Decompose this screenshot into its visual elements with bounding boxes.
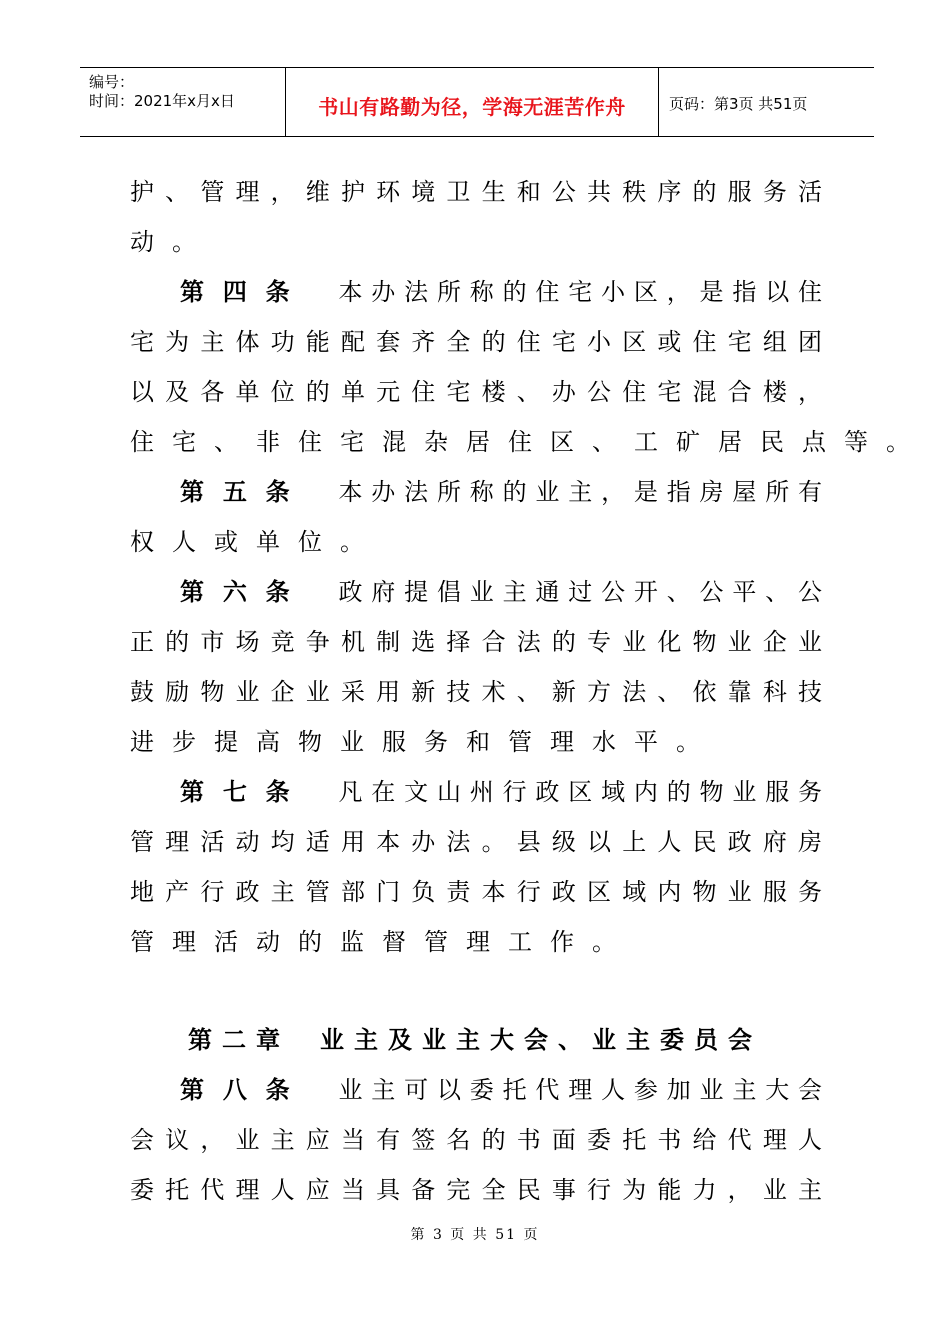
article-title: 第六条 [180,577,309,606]
article-4 [130,267,822,317]
text-line: 以及各单位的单元住宅楼、办公住宅混合楼， [130,378,822,406]
page-footer: 第 3 页 共 51 页 [410,1227,540,1243]
text-line: 地产行政主管部门负责本行政区域内物业服务 [130,878,822,906]
article-title: 第七条 [180,777,309,806]
article-5 [130,467,822,517]
article-6 [130,567,822,617]
document-time-label: 时间：2021年x月x日 [89,92,235,110]
text-line: 进步提高物业服务和管理水平。 [130,728,718,756]
text-line: 鼓励物业企业采用新技术、新方法、依靠科技 [130,678,822,706]
text-line: 权人或单位。 [130,528,382,556]
article-text: 本办法所称的住宅小区，是指以住 [338,278,823,306]
text-line: 宅为主体功能配套齐全的住宅小区或住宅组团 [130,328,822,356]
article-7 [130,767,822,817]
article-title: 第八条 [180,1075,309,1104]
header-page-info: 页码：第3页 共51页 [669,95,808,113]
article-text: 本办法所称的业主，是指房屋所有 [338,478,823,506]
text-line: 护、管理，维护环境卫生和公共秩序的服务活 [130,178,822,206]
article-text: 政府提倡业主通过公开、公平、公 [338,578,823,606]
article-text: 业主可以委托代理人参加业主大会 [338,1076,823,1104]
text-line: 住宅、非住宅混杂居住区、工矿居民点等。 [130,428,928,456]
chapter-number: 第二章 [188,1025,290,1054]
text-line: 会议，业主应当有签名的书面委托书给代理人 [130,1126,822,1154]
chapter-heading [188,1015,762,1065]
page-header [80,67,874,137]
article-text: 凡在文山州行政区域内的物业服务 [338,778,823,806]
header-meta-cell [80,68,286,136]
article-title: 第五条 [180,477,309,506]
article-title: 第四条 [180,277,309,306]
article-8 [130,1065,822,1115]
document-number-label: 编号： [89,73,135,91]
text-line: 委托代理人应当具备完全民事行为能力，业主 [130,1176,822,1204]
header-motto: 书山有路勤为径，学海无涯苦作舟 [318,95,626,119]
text-line: 管理活动的监督管理工作。 [130,928,634,956]
header-motto-cell [286,68,659,136]
text-line: 管理活动均适用本办法。县级以上人民政府房 [130,828,822,856]
text-line: 正的市场竞争机制选择合法的专业化物业企业 [130,628,822,656]
header-page-cell [659,68,874,136]
chapter-title: 业主及业主大会、业主委员会 [320,1025,762,1054]
text-line: 动。 [130,228,214,256]
